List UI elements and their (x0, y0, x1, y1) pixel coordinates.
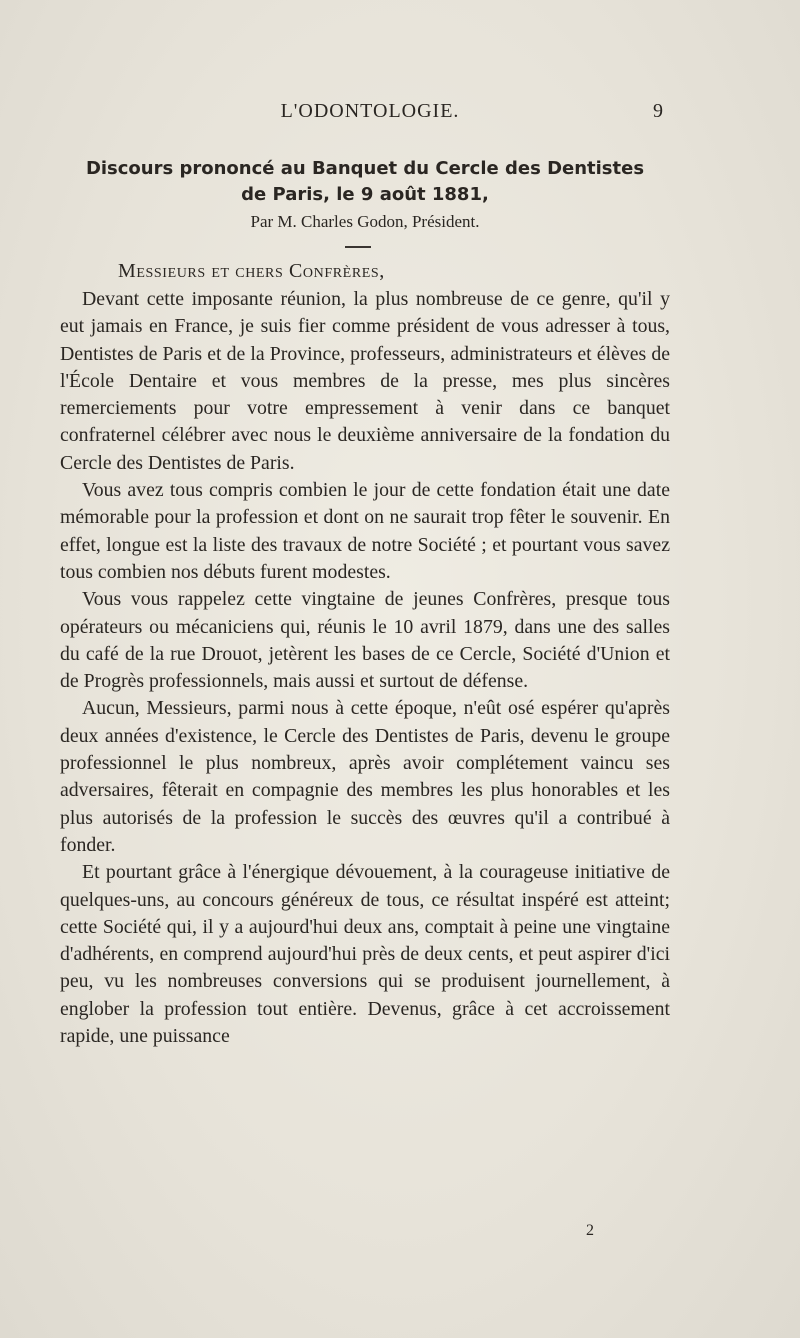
article-heading (60, 156, 670, 208)
signature-mark: 2 (586, 1222, 594, 1239)
body-text (60, 286, 670, 1050)
salutation: Messieurs et chers Confrères, (118, 260, 385, 282)
heading-line-1: Discours prononcé au Banquet du Cercle des Dentistes (85, 158, 645, 179)
paragraph-3: Vous vous rappelez cette vingtaine de jeunes Confrères, presque tous opérateurs ou mécaniciens qui, réunis le 10 avril 1879, dans une des salles du café de la rue Drouot, jetèrent les bases de ce Cercle, Société d'Union et de Progrès professionnels, mais aussi et surtout de défense. (60, 588, 670, 693)
page-number: 9 (653, 100, 663, 122)
journal-title: L'ODONTOLOGIE. (280, 100, 460, 122)
paragraph-4: Aucun, Messieurs, parmi nous à cette époque, n'eût osé espérer qu'après deux années d'existence, le Cercle des Dentistes de Paris, devenu le groupe professionnel le plus nombreux, après avoir complétement vaincu ses adversaires, fêterait en compagnie des membres les plus honorables et les plus autorisés de la profession le succès des œuvres qu'il a contribué à fonder. (60, 697, 670, 856)
paragraph-1: Devant cette imposante réunion, la plus nombreuse de ce genre, qu'il y eut jamais en France, je suis fier comme président de vous adresser à tous, Dentistes de Paris et de la Province, professeurs, administrateurs et élèves de l'École Dentaire et vous membres de la presse, mes plus sincères remerciements pour votre empressement à venir dans ce banquet confraternel célébrer avec nous le deuxième anniversaire de la fondation du Cercle des Dentistes de Paris. (60, 288, 670, 474)
separator-rule (345, 246, 371, 248)
paragraph-2: Vous avez tous compris combien le jour de cette fondation était une date mémorable pour la profession et dont on ne saurait trop fêter le souvenir. En effet, longue est la liste des travaux de notre Société ; et pourtant vous savez tous combien nos débuts furent modestes. (60, 479, 670, 583)
byline: Par M. Charles Godon, Président. (250, 212, 480, 231)
heading-line-2: de Paris, le 9 août 1881, (241, 184, 489, 205)
running-head (0, 100, 800, 130)
paragraph-5: Et pourtant grâce à l'énergique dévouement, à la courageuse initiative de quelques-uns, au concours généreux de tous, ce résultat inspéré est atteint; cette Société qui, il y a aujourd'hui deux ans, comptait à peine une vingtaine d'adhérents, en comprend aujourd'hui près de deux cents, et peut aspirer d'ici peu, vu les nombreuses conversions qui se produisent journellement, à englober la profession tout entière. Devenus, grâce à cet accroissement rapide, une puissance (60, 861, 670, 1048)
